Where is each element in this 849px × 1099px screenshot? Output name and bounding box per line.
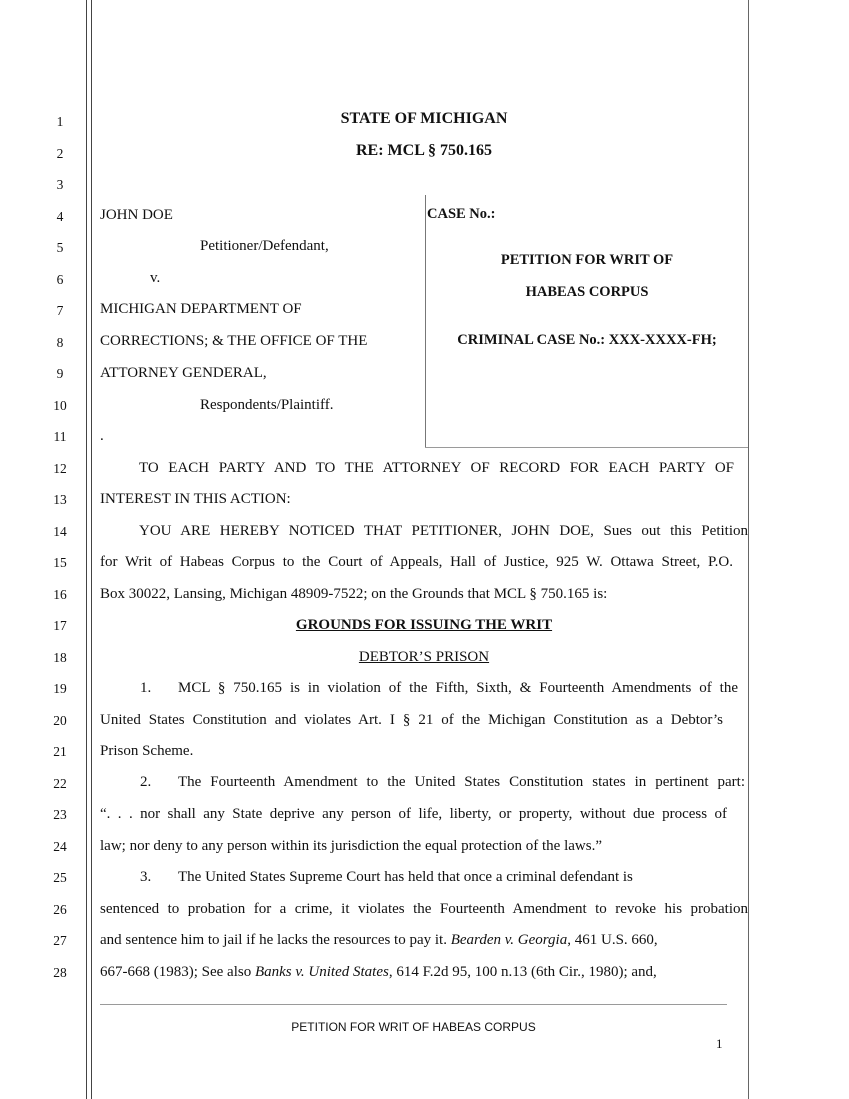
line-number: 14	[53, 524, 67, 539]
petitioner-role: Petitioner/Defendant,	[200, 238, 329, 254]
citation-text: , 614 F.2d 95, 100 n.13 (6th Cir., 1980); and,	[388, 964, 657, 980]
line-number: 19	[53, 681, 67, 696]
criminal-case-number: CRIMINAL CASE No.: XXX-XXXX-FH;	[457, 332, 717, 348]
line-number: 15	[53, 555, 67, 570]
item-line-with-citation	[100, 963, 725, 981]
line-number: 26	[53, 902, 67, 917]
respondent-line: ATTORNEY GENDERAL,	[100, 365, 267, 381]
respondent-line: MICHIGAN DEPARTMENT OF	[100, 301, 302, 317]
paragraph-line: Box 30022, Lansing, Michigan 48909-7522; on the Grounds that MCL § 750.165 is:	[100, 586, 608, 602]
caption-divider	[425, 195, 426, 447]
item-line: United States Constitution and violates Art. I § 21 of the Michigan Constitution as a Debtor’s	[100, 712, 723, 728]
item-line: law; nor deny to any person within its jurisdiction the equal protection of the laws.”	[100, 838, 602, 854]
subheading: DEBTOR’S PRISON	[358, 649, 490, 665]
line-number: 27	[53, 933, 67, 948]
right-margin-line	[748, 0, 749, 1099]
line-number: 16	[53, 587, 67, 602]
citation-text: , 461 U.S. 660,	[567, 932, 658, 948]
line-number: 23	[53, 807, 67, 822]
item-line: MCL § 750.165 is in violation of the Fifth, Sixth, & Fourteenth Amendments of the	[178, 680, 738, 696]
section-heading: GROUNDS FOR ISSUING THE WRIT	[295, 617, 553, 633]
line-number: 1	[56, 114, 64, 129]
item-number: 1.	[140, 680, 152, 696]
line-number: 24	[53, 839, 67, 854]
petition-title-line: HABEAS CORPUS	[525, 284, 649, 300]
respondent-line: CORRECTIONS; & THE OFFICE OF THE	[100, 333, 368, 349]
case-citation-banks: Banks v. United States	[254, 964, 389, 980]
left-margin-line-outer	[86, 0, 87, 1099]
versus: v.	[150, 270, 161, 286]
item-number: 3.	[140, 869, 152, 885]
line-number: 22	[53, 776, 67, 791]
line-number: 18	[53, 650, 67, 665]
statute-reference-heading: RE: MCL § 750.165	[356, 142, 492, 159]
line-number: 11	[53, 429, 67, 444]
line-number: 6	[56, 272, 64, 287]
line-number: 13	[53, 492, 67, 507]
citation-text: 667-668 (1983); See also	[100, 964, 255, 980]
caption-dot: .	[100, 428, 104, 444]
line-number: 9	[56, 366, 64, 381]
petition-title-line: PETITION FOR WRIT OF	[500, 252, 674, 268]
line-number: 25	[53, 870, 67, 885]
line-number: 5	[56, 240, 64, 255]
left-margin-line-inner	[91, 0, 92, 1099]
item-line: “. . . nor shall any State deprive any person of life, liberty, or property, without due process of	[100, 806, 727, 822]
footer-rule	[100, 1004, 727, 1005]
caption-bottom-rule	[425, 447, 748, 448]
case-citation-bearden: Bearden v. Georgia	[450, 932, 568, 948]
footer-title: PETITION FOR WRIT OF HABEAS CORPUS	[291, 1020, 536, 1034]
line-number: 12	[53, 461, 67, 476]
line-number: 17	[53, 618, 67, 633]
petitioner-name: JOHN DOE	[100, 207, 173, 223]
item-number: 2.	[140, 774, 152, 790]
paragraph-line: for Writ of Habeas Corpus to the Court of Appeals, Hall of Justice, 925 W. Ottawa Street, P.O.	[100, 554, 733, 570]
line-number: 28	[53, 965, 67, 980]
notice-line: TO EACH PARTY AND TO THE ATTORNEY OF RECORD FOR EACH PARTY OF	[139, 460, 734, 476]
item-line: The United States Supreme Court has held that once a criminal defendant is	[178, 869, 633, 885]
citation-text: and sentence him to jail if he lacks the resources to pay it.	[100, 932, 451, 948]
line-number: 3	[56, 177, 64, 192]
court-state-heading: STATE OF MICHIGAN	[340, 110, 508, 127]
page-number: 1	[716, 1036, 723, 1051]
respondent-role: Respondents/Plaintiff.	[200, 397, 334, 413]
item-line: Prison Scheme.	[100, 743, 194, 759]
item-line-with-citation	[100, 931, 723, 949]
line-number: 21	[53, 744, 67, 759]
item-line: sentenced to probation for a crime, it violates the Fourteenth Amendment to revoke his probation	[100, 901, 748, 917]
paragraph-line: YOU ARE HEREBY NOTICED THAT PETITIONER, JOHN DOE, Sues out this Petition	[139, 523, 748, 539]
case-number-label: CASE No.:	[427, 206, 496, 222]
line-number: 7	[56, 303, 64, 318]
line-number: 8	[56, 335, 64, 350]
line-number: 2	[56, 146, 64, 161]
notice-line: INTEREST IN THIS ACTION:	[100, 491, 291, 507]
line-number: 4	[56, 209, 64, 224]
line-number: 10	[53, 398, 67, 413]
line-number: 20	[53, 713, 67, 728]
item-line: The Fourteenth Amendment to the United States Constitution states in pertinent part:	[178, 774, 745, 790]
